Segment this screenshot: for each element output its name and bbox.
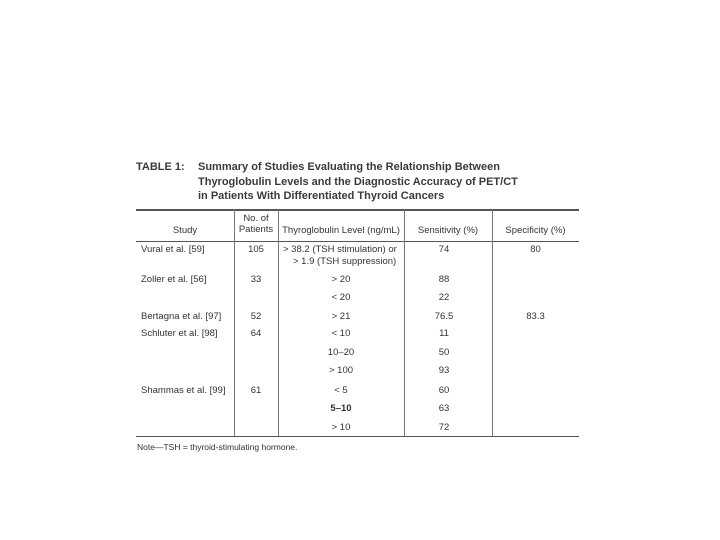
header-sensitivity: Sensitivity (%) bbox=[417, 225, 479, 236]
cell-patients: 52 bbox=[250, 311, 262, 322]
cell-patients: 105 bbox=[248, 244, 264, 255]
table-top-rule bbox=[136, 209, 579, 211]
table-bottom-rule bbox=[136, 436, 579, 437]
cell-level: > 100 bbox=[328, 365, 354, 376]
cell-level: > 21 bbox=[331, 311, 351, 322]
cell-study: Shammas et al. [99] bbox=[141, 385, 226, 396]
cell-patients: 61 bbox=[250, 385, 262, 396]
table-header-rule bbox=[136, 241, 579, 242]
cell-level: > 20 bbox=[331, 274, 351, 285]
table-note: Note—TSH = thyroid-stimulating hormone. bbox=[137, 442, 298, 452]
title-line-1: Summary of Studies Evaluating the Relationship Between bbox=[198, 161, 500, 173]
cell-level: 5–10 bbox=[330, 403, 352, 414]
cell-patients: 64 bbox=[250, 328, 262, 339]
cell-sensitivity: 50 bbox=[438, 347, 450, 358]
cell-sensitivity: 60 bbox=[438, 385, 450, 396]
header-patients bbox=[234, 213, 278, 235]
header-patients-line2: Patients bbox=[238, 224, 274, 235]
cell-level: > 10 bbox=[331, 422, 351, 433]
cell-level: < 5 bbox=[334, 385, 348, 396]
cell-study: Vural et al. [59] bbox=[141, 244, 205, 255]
cell-level: < 10 bbox=[331, 328, 351, 339]
cell-sensitivity: 74 bbox=[438, 244, 450, 255]
cell-specificity: 83.3 bbox=[526, 311, 545, 322]
cell-level-line2: > 1.9 (TSH suppression) bbox=[293, 256, 397, 267]
title-line-3: in Patients With Differentiated Thyroid Cancers bbox=[198, 190, 445, 202]
cell-sensitivity: 72 bbox=[438, 422, 450, 433]
cell-sensitivity: 22 bbox=[438, 292, 450, 303]
cell-patients: 33 bbox=[250, 274, 262, 285]
cell-level: 10–20 bbox=[327, 347, 355, 358]
cell-sensitivity: 63 bbox=[438, 403, 450, 414]
table-label: TABLE 1: bbox=[136, 161, 185, 173]
cell-study: Schluter et al. [98] bbox=[141, 328, 218, 339]
header-patients-line1: No. of bbox=[243, 213, 269, 224]
cell-level: < 20 bbox=[331, 292, 351, 303]
cell-study: Bertagna et al. [97] bbox=[141, 311, 222, 322]
cell-study: Zoller et al. [56] bbox=[141, 274, 207, 285]
cell-sensitivity: 93 bbox=[438, 365, 450, 376]
title-line-2: Thyroglobulin Levels and the Diagnostic Accuracy of PET/CT bbox=[198, 175, 518, 188]
header-specificity: Specificity (%) bbox=[505, 225, 566, 236]
cell-sensitivity: 11 bbox=[439, 328, 449, 339]
table-title bbox=[136, 160, 556, 204]
cell-level: > 38.2 (TSH stimulation) or bbox=[283, 244, 397, 255]
cell-sensitivity: 88 bbox=[438, 274, 450, 285]
cell-specificity: 80 bbox=[530, 244, 541, 255]
cell-sensitivity: 76.5 bbox=[434, 311, 454, 322]
header-study: Study bbox=[172, 225, 198, 236]
header-tg-level: Thyroglobulin Level (ng/mL) bbox=[282, 225, 400, 236]
